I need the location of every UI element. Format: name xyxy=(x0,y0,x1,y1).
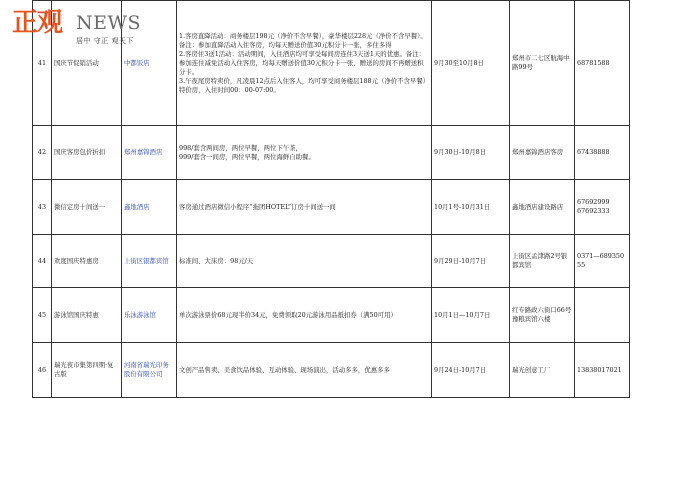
table-row xyxy=(33,235,630,288)
activity-address: 鑫地酒店建设路店 xyxy=(510,180,575,235)
row-number: 41 xyxy=(33,1,52,126)
activity-date: 9月30日-10月8日 xyxy=(432,126,510,180)
organizer: 中都饭店 xyxy=(122,1,177,126)
activity-address: 郑州嘉锦酒店客房 xyxy=(510,126,575,180)
table-row xyxy=(33,180,630,235)
organizer: 鑫地酒店 xyxy=(122,180,177,235)
activity-name: 国庆客房包价折扣 xyxy=(52,126,122,180)
table-row xyxy=(33,343,630,398)
contact-phone: 67438888 xyxy=(575,126,630,180)
activity-detail: 单次游泳票价68元现半价34元，免费领取20元游泳用品抵扣券（满50可用） xyxy=(177,288,432,343)
site-logo[interactable] xyxy=(12,8,172,50)
activity-detail: 1.客房直降活动：商务楼层198元（净价不含早餐），豪华楼层228元（净价不含早餐）。备注：参加直降活动入住客房，均每天赠送价值30元积分卡一张，多住多得 2.客房住3送1活动：活动期间，入住酒店均可享受每间房连住3天送1天的优惠。备注：参加连住减免活动入住客房，均每天赠送价值30元积分卡一张，赠送的房间不再赠送积分卡。 3.午夜尾房特卖价，凡凌晨12点后入住客人，均可享受商务楼层188元（净价不含早餐）特价房，入住时间00：00-07:00。 xyxy=(177,1,432,126)
activity-detail: 文创产品售卖、美食饮品体验、互动体验、现场演出，活动多多，优惠多多 xyxy=(177,343,432,398)
logo-english-text: NEWS xyxy=(76,12,142,34)
activity-date: 10月1日—10月7日 xyxy=(432,288,510,343)
logo-slogan: 居中 守正 观天下 xyxy=(76,37,134,45)
row-number: 46 xyxy=(33,343,52,398)
organizer: 乐泳游泳馆 xyxy=(122,288,177,343)
contact-phone: 13838017021 xyxy=(575,343,630,398)
activity-name: 瑞光夜市集第四期·复古版 xyxy=(52,343,122,398)
activity-name: 微信定房十间送一 xyxy=(52,180,122,235)
contact-phone: 67692999 67692333 xyxy=(575,180,630,235)
promotion-table xyxy=(32,0,630,398)
table-row xyxy=(33,126,630,180)
activity-name: 欢度国庆特惠房 xyxy=(52,235,122,288)
row-number: 45 xyxy=(33,288,52,343)
activity-name: 国庆节促销活动 xyxy=(52,1,122,126)
organizer: 郑州嘉锦酒店 xyxy=(122,126,177,180)
organizer: 上街区银都宾馆 xyxy=(122,235,177,288)
activity-name: 游泳馆国庆特惠 xyxy=(52,288,122,343)
row-number: 43 xyxy=(33,180,52,235)
activity-date: 10月1号-10月31日 xyxy=(432,180,510,235)
activity-detail: 998/套含两间房，两位早餐，两位下午茶， 999/套含一间房，两位早餐，两位海鲜自助餐。 xyxy=(177,126,432,180)
contact-phone xyxy=(575,288,630,343)
logo-chinese-text: 正观 xyxy=(12,8,63,38)
contact-phone: 68781588 xyxy=(575,1,630,126)
activity-address: 瑞光创意工厂 xyxy=(510,343,575,398)
activity-address: 郑州市二七区航海中路99号 xyxy=(510,1,575,126)
activity-date: 9月30至10月8日 xyxy=(432,1,510,126)
row-number: 42 xyxy=(33,126,52,180)
activity-detail: 标准间、大床房：98元/天 xyxy=(177,235,432,288)
activity-date: 9月29日-10月7日 xyxy=(432,235,510,288)
activity-address: 上街区孟津路2号银都宾馆 xyxy=(510,235,575,288)
row-number: 44 xyxy=(33,235,52,288)
table-row xyxy=(33,288,630,343)
organizer: 河南省瑞光印务股份有限公司 xyxy=(122,343,177,398)
activity-detail: 客房通过酒店微信小程序“拖团HOTEL”订房十间送一间 xyxy=(177,180,432,235)
activity-address: 红专路政六街口66号豫粮宾馆六楼 xyxy=(510,288,575,343)
contact-phone: 0371—68935055 xyxy=(575,235,630,288)
activity-date: 9月24日-10月7日 xyxy=(432,343,510,398)
